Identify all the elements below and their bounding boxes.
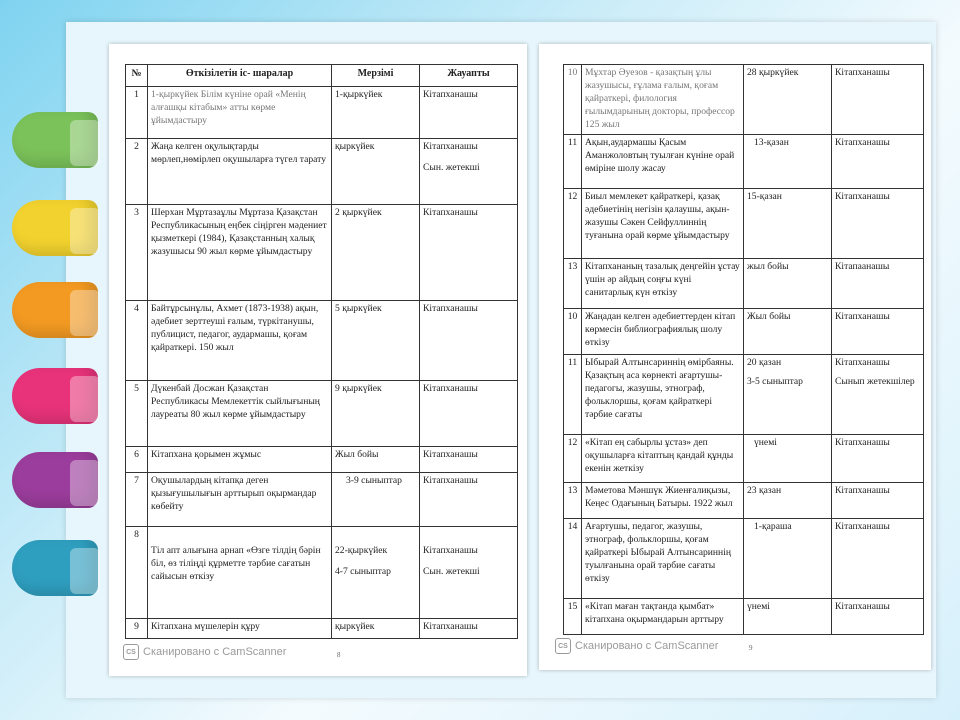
row-number: 10: [564, 309, 582, 355]
row-date: 5 қыркүйек: [332, 301, 420, 381]
row-number: 12: [564, 189, 582, 259]
page-number: 8: [337, 651, 341, 659]
row-number: 11: [564, 135, 582, 189]
row-responsible: Кітапханашы: [420, 205, 518, 301]
row-responsible: Кітапханашы: [420, 447, 518, 473]
watermark-text: Сканировано с CamScanner: [575, 640, 719, 652]
row-event: Шерхан Мұртазаұлы Мұртаза Қазақстан Республикасының еңбек сіңірген мәдениет қызметкері (1984), Қазақстанның халық жазушысы 90 жыл көрме ұйымдастыру: [148, 205, 332, 301]
row-date: 9 қыркүйек: [332, 381, 420, 447]
row-date: 28 қыркүйек: [744, 65, 832, 135]
row-date: қыркүйек: [332, 139, 420, 205]
row-number: 8: [126, 527, 148, 619]
row-date: 3-9 сыныптар: [332, 473, 420, 527]
row-responsible: Кітапханашы: [420, 473, 518, 527]
table-row: [564, 435, 924, 483]
responsible-line: Сынып жетекшілер: [835, 375, 915, 387]
row-responsible: Кітапханашы: [832, 135, 924, 189]
header-number: №: [126, 65, 148, 87]
row-event: Ағартушы, педагог, жазушы, этнограф, фольклоршы, қоғам қайраткері Ыбырай Алтынсариннің туылғанына орай тәрбие сағаты өткізу: [582, 519, 744, 599]
camscanner-watermark: [123, 644, 286, 660]
plan-table-left: [125, 64, 518, 639]
row-responsible: Кітапханашы: [832, 519, 924, 599]
row-event: Оқушылардың кітапқа деген қызығушылығын арттырып оқырмандар көбейту: [148, 473, 332, 527]
responsible-line: Кітапханашы: [423, 545, 478, 556]
table-row: [564, 189, 924, 259]
row-responsible: Кітапханашы: [420, 381, 518, 447]
row-number: 11: [564, 355, 582, 435]
table-row: [126, 87, 518, 139]
row-date: 13-қазан: [744, 135, 832, 189]
row-event: «Кітап маған тақтанда қымбат» кітапхана оқырмандарын арттыру: [582, 599, 744, 635]
responsible-line: Кітапханашы: [423, 141, 478, 152]
row-event: Жаңадан келген әдебиеттерден кітап көрмесін библиографиялық шолу өткізу: [582, 309, 744, 355]
table-row: [564, 259, 924, 309]
row-event: Тіл апт алығына арнап «Өзге тілдің бәрін біл, өз тіліңді құрметте тәрбие сағатын сайысын өткізу: [148, 527, 332, 619]
row-responsible: Кітапханашы: [832, 65, 924, 135]
camscanner-logo-icon: CS: [555, 638, 571, 654]
row-date: [744, 355, 832, 435]
row-date: қыркүйек: [332, 619, 420, 639]
row-date: Жыл бойы: [744, 309, 832, 355]
camscanner-logo-icon: CS: [123, 644, 139, 660]
row-date: 23 қазан: [744, 483, 832, 519]
date-line: 22-қыркүйек: [335, 545, 388, 556]
row-date: Жыл бойы: [332, 447, 420, 473]
row-event: Кітапхана қорымен жұмыс: [148, 447, 332, 473]
scanned-page-left: [109, 44, 527, 676]
row-number: 13: [564, 483, 582, 519]
row-responsible: Кітапханашы: [832, 189, 924, 259]
row-number: 1: [126, 87, 148, 139]
row-date: 1-қыркүйек: [332, 87, 420, 139]
page-number: 9: [749, 644, 753, 652]
row-number: 14: [564, 519, 582, 599]
row-event: «Кітап ең сабырлы ұстаз» деп оқушыларға кітаптың қандай құнды екенін жеткізу: [582, 435, 744, 483]
row-event: 1-қыркүйек Білім күніне орай «Менің алғашқы кітабым» атты көрме ұйымдастыру: [148, 87, 332, 139]
table-row: [564, 483, 924, 519]
row-number: 4: [126, 301, 148, 381]
row-date: 2 қыркүйек: [332, 205, 420, 301]
row-number: 2: [126, 139, 148, 205]
row-number: 5: [126, 381, 148, 447]
table-row: [564, 309, 924, 355]
row-number: 6: [126, 447, 148, 473]
responsible-line: Сын. жетекші: [423, 565, 480, 577]
row-number: 9: [126, 619, 148, 639]
camscanner-watermark: [555, 638, 718, 654]
table-row: [126, 619, 518, 639]
watermark-text: Сканировано с CamScanner: [143, 646, 287, 658]
table-row: [126, 381, 518, 447]
row-event: Кітапхана мүшелерін құру: [148, 619, 332, 639]
row-date: 15-қазан: [744, 189, 832, 259]
table-row: [564, 65, 924, 135]
row-number: 12: [564, 435, 582, 483]
responsible-line: Сын. жетекші: [423, 161, 480, 173]
row-date: үнемі: [744, 599, 832, 635]
row-event: Мұхтар Әуезов - қазақтың ұлы жазушысы, ғұлама ғалым, қоғам қайраткері, филология ғылымдарының докторы, профессор 125 жыл: [582, 65, 744, 135]
row-responsible: Кітапханашы: [420, 619, 518, 639]
table-row: [564, 135, 924, 189]
row-event: Дүкенбай Досжан Қазақстан Республикасы Мемлекеттік сыйлығының лауреаты 80 жыл көрме ұйымдастыру: [148, 381, 332, 447]
row-number: 10: [564, 65, 582, 135]
row-event: Байтұрсынұлы, Ахмет (1873-1938) ақын, әдебиет зерттеуші ғалым, түркітанушы, публицист, педагог, аудармашы, қоғам қайраткері. 150 жыл: [148, 301, 332, 381]
tab-blue[interactable]: [12, 540, 98, 596]
table-row: [126, 205, 518, 301]
scanned-page-right: [539, 44, 931, 670]
row-responsible: Кітапханашы: [832, 435, 924, 483]
table-row: [126, 447, 518, 473]
row-date: үнемі: [744, 435, 832, 483]
plan-table-right: [563, 64, 924, 635]
tab-purple[interactable]: [12, 452, 98, 508]
row-responsible: Кітапханашы: [420, 87, 518, 139]
table-row: [564, 355, 924, 435]
row-number: 15: [564, 599, 582, 635]
row-event: Ыбырай Алтынсариннің өмірбаяны. Қазақтың аса көрнекті ағартушы-педагогы, жазушы, этнограф, фольклоршы, қоғам қайраткері тәрбие сағаты: [582, 355, 744, 435]
row-responsible: Кітапханашы: [420, 301, 518, 381]
row-event: Мәметова Мәншүк Жиенғалиқызы, Кеңес Одағының Батыры. 1922 жыл: [582, 483, 744, 519]
row-date: [332, 527, 420, 619]
header-event: Өткізілетін іс- шаралар: [148, 65, 332, 87]
header-date: Мерзімі: [332, 65, 420, 87]
tab-yellow[interactable]: [12, 200, 98, 256]
row-responsible: [420, 139, 518, 205]
header-responsible: Жауапты: [420, 65, 518, 87]
tab-pink[interactable]: [12, 368, 98, 424]
row-responsible: Кітапханашы: [832, 483, 924, 519]
row-date: жыл бойы: [744, 259, 832, 309]
table-row: [126, 301, 518, 381]
row-event: Ақын,аудармашы Қасым Аманжоловтың туылған күніне орай өміріне шолу жасау: [582, 135, 744, 189]
table-row: [126, 527, 518, 619]
row-event: Кітапхананың тазалық деңгейін ұстау үшін әр айдың соңғы күні санитарлық күн өткізу: [582, 259, 744, 309]
table-row: [126, 139, 518, 205]
tab-orange[interactable]: [12, 282, 98, 338]
date-line: 3-5 сыныптар: [747, 375, 803, 387]
row-date: 1-қараша: [744, 519, 832, 599]
row-number: 13: [564, 259, 582, 309]
row-responsible: Кітапханашы: [832, 309, 924, 355]
table-row: [564, 519, 924, 599]
row-event: Биыл мемлекет қайраткері, қазақ әдебиетінің негізін қалаушы, ақын-жазушы Сәкен Сейфуллиннің туғанына орай көрме ұйымдастыру: [582, 189, 744, 259]
row-responsible: Кітапаанашы: [832, 259, 924, 309]
row-event: Жаңа келген оқулықтарды мөрлеп,нөмірлеп оқушыларға түгел тарату: [148, 139, 332, 205]
date-line: 4-7 сыныптар: [335, 565, 391, 577]
tab-green[interactable]: [12, 112, 98, 168]
date-line: 20 қазан: [747, 357, 782, 368]
table-row: [564, 599, 924, 635]
row-responsible: [420, 527, 518, 619]
table-row: [126, 473, 518, 527]
row-number: 7: [126, 473, 148, 527]
row-responsible: Кітапханашы: [832, 599, 924, 635]
row-responsible: [832, 355, 924, 435]
responsible-line: Кітапханашы: [835, 357, 890, 368]
row-number: 3: [126, 205, 148, 301]
